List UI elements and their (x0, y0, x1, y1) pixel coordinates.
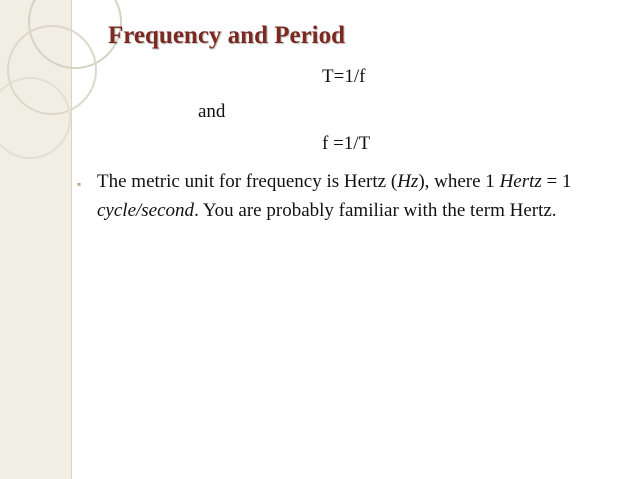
bullet-square-icon: ▪ (77, 177, 82, 191)
slide-title: Frequency and Period (108, 22, 346, 49)
period-formula: T=1/f (322, 66, 366, 87)
connector-text: and (198, 101, 226, 122)
hz-abbreviation: Hz (397, 171, 419, 192)
bullet-text-part: ), where 1 (418, 171, 500, 192)
hertz-term: Hertz (499, 171, 542, 192)
bullet-text-part: = 1 (541, 171, 572, 192)
bullet-paragraph (97, 167, 627, 225)
bullet-text-part: . You are probably familiar with the term Hertz. (194, 200, 557, 221)
cycle-per-second-term: cycle/second (97, 200, 195, 221)
frequency-formula: f =1/T (322, 133, 371, 154)
bullet-text-part: The metric unit for frequency is Hertz ( (97, 171, 398, 192)
